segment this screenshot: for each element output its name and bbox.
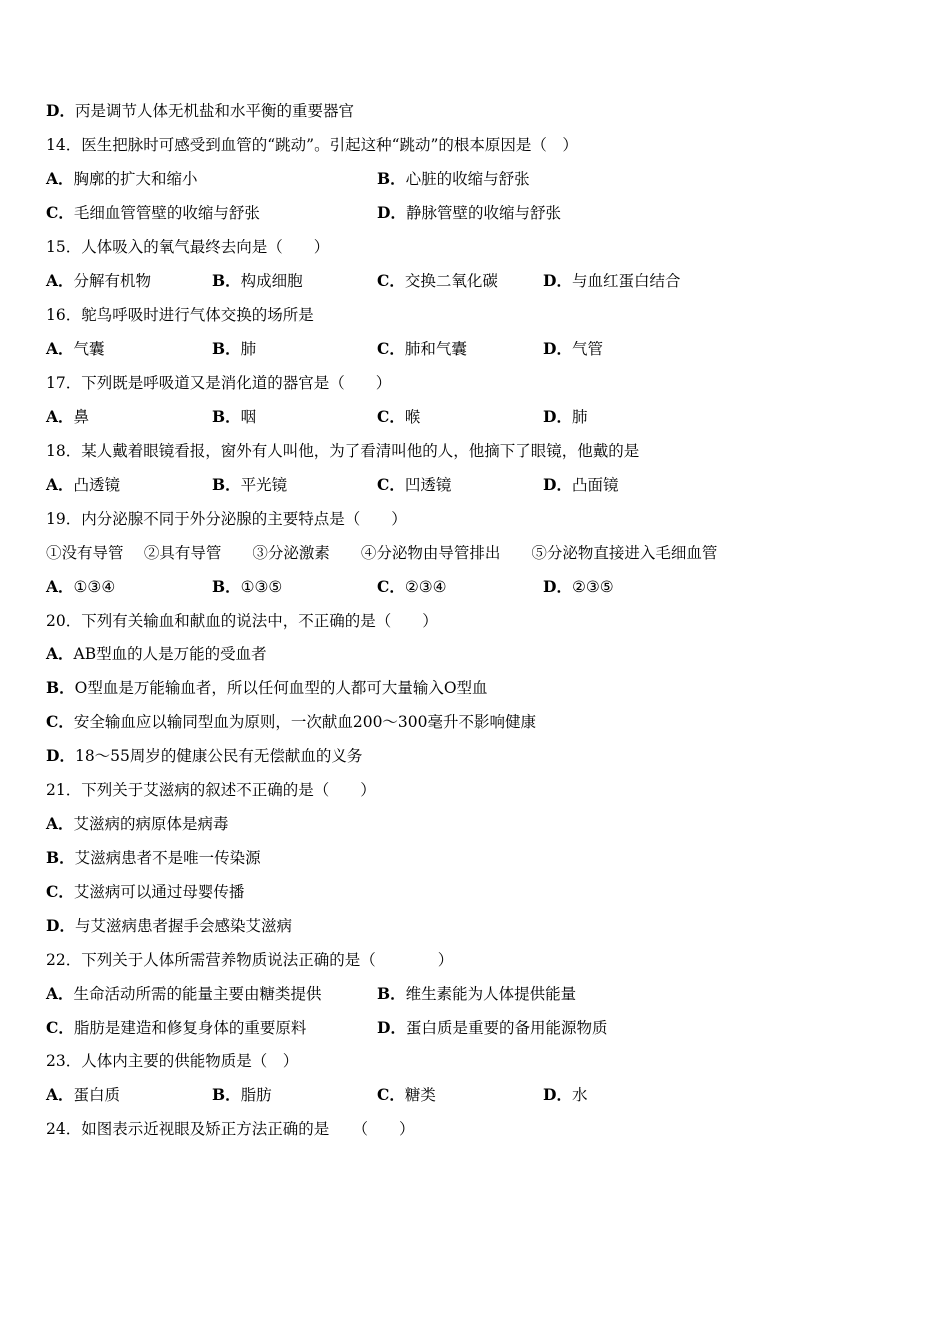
q15-options <box>46 270 906 292</box>
option-text: 肺 <box>240 340 257 358</box>
q23-option-d[interactable] <box>543 1084 587 1106</box>
q22-option-d[interactable] <box>377 1017 607 1039</box>
option-label: C． <box>377 407 405 426</box>
option-label: B． <box>377 984 406 1003</box>
option-label: A． <box>46 339 74 358</box>
option-text: 凹透镜 <box>404 476 452 494</box>
q13-option-d <box>46 100 354 122</box>
option-text: 平光镜 <box>240 476 288 494</box>
question-15: 15．人体吸入的氧气最终去向是（ ） <box>46 238 330 256</box>
question-21: 21．下列关于艾滋病的叙述不正确的是（ ） <box>46 781 376 799</box>
q18-options <box>46 474 906 496</box>
option-text: ①③⑤ <box>240 578 283 596</box>
q22-option-c[interactable] <box>46 1017 306 1039</box>
option-label: D． <box>46 746 75 765</box>
q17-options <box>46 406 906 428</box>
q23-option-a[interactable] <box>46 1084 120 1106</box>
q19-option-b[interactable] <box>212 576 282 598</box>
q17-option-d[interactable] <box>543 406 587 428</box>
option-label: C． <box>377 339 405 358</box>
q14-option-d[interactable] <box>377 202 561 224</box>
option-label: B． <box>212 407 241 426</box>
option-label: A． <box>46 271 74 290</box>
q20-option-d[interactable] <box>46 745 362 767</box>
option-label: D． <box>46 916 75 935</box>
q16-option-d[interactable] <box>543 338 603 360</box>
question-23: 23．人体内主要的供能物质是（ ） <box>46 1052 299 1070</box>
option-label: D． <box>543 1085 572 1104</box>
q15-option-d[interactable] <box>543 270 680 292</box>
option-label: A． <box>46 169 74 188</box>
q19-statements: ①没有导管 ②具有导管 ③分泌激素 ④分泌物由导管排出 ⑤分泌物直接进入毛细血管 <box>46 544 718 562</box>
option-text: 18～55周岁的健康公民有无偿献血的义务 <box>74 747 363 765</box>
option-label: D． <box>543 407 572 426</box>
option-text: 艾滋病可以通过母婴传播 <box>73 883 245 901</box>
option-label: A． <box>46 984 74 1003</box>
option-text: 与艾滋病患者握手会感染艾滋病 <box>74 917 292 935</box>
q14-options-row-1 <box>46 168 906 190</box>
q21-option-d[interactable] <box>46 915 292 937</box>
question-14: 14．医生把脉时可感受到血管的“跳动”。引起这种“跳动”的根本原因是（ ） <box>46 136 578 154</box>
option-text: 维生素能为人体提供能量 <box>405 985 577 1003</box>
q22-option-b[interactable] <box>377 983 576 1005</box>
option-text: 糖类 <box>404 1086 436 1104</box>
q20-option-b[interactable] <box>46 677 488 699</box>
q21-option-a[interactable] <box>46 813 229 835</box>
option-label: A． <box>46 814 74 833</box>
option-text: 喉 <box>404 408 421 426</box>
option-text: 水 <box>571 1086 588 1104</box>
option-text: 交换二氧化碳 <box>404 272 498 290</box>
q18-option-d[interactable] <box>543 474 618 496</box>
question-18: 18．某人戴着眼镜看报，窗外有人叫他，为了看清叫他的人，他摘下了眼镜，他戴的是 <box>46 442 640 460</box>
option-label: D． <box>46 101 75 120</box>
option-text: 与血红蛋白结合 <box>571 272 681 290</box>
option-text: AB型血的人是万能的受血者 <box>73 645 267 663</box>
option-text: 安全输血应以输同型血为原则，一次献血200～300毫升不影响健康 <box>73 713 537 731</box>
q17-option-c[interactable] <box>377 406 420 428</box>
option-label: D． <box>543 271 572 290</box>
option-text: 肺和气囊 <box>404 340 467 358</box>
q16-option-c[interactable] <box>377 338 467 360</box>
q14-option-a[interactable] <box>46 168 198 190</box>
option-label: C． <box>377 475 405 494</box>
option-label: B． <box>212 271 241 290</box>
question-16: 16．鸵鸟呼吸时进行气体交换的场所是 <box>46 306 314 324</box>
option-label: D． <box>543 339 572 358</box>
option-text: 构成细胞 <box>240 272 303 290</box>
q15-option-a[interactable] <box>46 270 151 292</box>
q21-option-c[interactable] <box>46 881 244 903</box>
q18-option-a[interactable] <box>46 474 120 496</box>
option-label: A． <box>46 475 74 494</box>
option-text: 凸透镜 <box>73 476 121 494</box>
option-label: C． <box>46 882 74 901</box>
q23-options <box>46 1084 906 1106</box>
option-label: C． <box>377 271 405 290</box>
question-22: 22．下列关于人体所需营养物质说法正确的是（ ） <box>46 951 454 969</box>
option-label: C． <box>46 1018 74 1037</box>
option-text: 脂肪是建造和修复身体的重要原料 <box>73 1019 307 1037</box>
q22-option-a[interactable] <box>46 983 322 1005</box>
option-label: C． <box>46 712 74 731</box>
option-label: C． <box>46 203 74 222</box>
q19-option-d[interactable] <box>543 576 614 598</box>
option-text: 心脏的收缩与舒张 <box>405 170 530 188</box>
option-label: C． <box>377 577 405 596</box>
q15-option-c[interactable] <box>377 270 498 292</box>
q14-options-row-2 <box>46 202 906 224</box>
q21-option-b[interactable] <box>46 847 261 869</box>
q17-option-b[interactable] <box>212 406 256 428</box>
option-text: 静脉管壁的收缩与舒张 <box>405 204 561 222</box>
q18-option-b[interactable] <box>212 474 287 496</box>
question-19: 19．内分泌腺不同于外分泌腺的主要特点是（ ） <box>46 510 407 528</box>
option-label: B． <box>46 678 75 697</box>
question-17: 17．下列既是呼吸道又是消化道的器官是（ ） <box>46 374 392 392</box>
option-text: 毛细血管管壁的收缩与舒张 <box>73 204 260 222</box>
option-label: A． <box>46 407 74 426</box>
q22-options-row-2 <box>46 1017 906 1039</box>
option-text: 脂肪 <box>240 1086 272 1104</box>
q15-option-b[interactable] <box>212 270 303 292</box>
option-text: 鼻 <box>73 408 90 426</box>
option-label: B． <box>377 169 406 188</box>
option-label: B． <box>212 475 241 494</box>
option-text: 艾滋病患者不是唯一传染源 <box>74 849 261 867</box>
option-text: 艾滋病的病原体是病毒 <box>73 815 229 833</box>
option-label: B． <box>212 339 241 358</box>
q23-option-b[interactable] <box>212 1084 272 1106</box>
q18-option-c[interactable] <box>377 474 451 496</box>
option-text: 肺 <box>571 408 588 426</box>
option-text: 蛋白质是重要的备用能源物质 <box>405 1019 608 1037</box>
option-text: 蛋白质 <box>73 1086 121 1104</box>
option-text: ②③④ <box>404 578 447 596</box>
option-text: 胸廓的扩大和缩小 <box>73 170 198 188</box>
option-text: O型血是万能输血者，所以任何血型的人都可大量输入O型血 <box>74 679 488 697</box>
option-text: 丙是调节人体无机盐和水平衡的重要器官 <box>74 102 354 120</box>
option-text: 气管 <box>571 340 603 358</box>
q23-option-c[interactable] <box>377 1084 436 1106</box>
q20-option-a[interactable] <box>46 643 267 665</box>
q20-option-c[interactable] <box>46 711 536 733</box>
q16-options <box>46 338 906 360</box>
option-label: D． <box>543 475 572 494</box>
option-label: A． <box>46 577 74 596</box>
option-label: D． <box>377 1018 406 1037</box>
question-20: 20．下列有关输血和献血的说法中，不正确的是（ ） <box>46 612 438 630</box>
q17-option-a[interactable] <box>46 406 89 428</box>
option-text: 气囊 <box>73 340 105 358</box>
q22-options-row-1 <box>46 983 906 1005</box>
q19-options <box>46 576 906 598</box>
option-text: 生命活动所需的能量主要由糖类提供 <box>73 985 322 1003</box>
question-24: 24．如图表示近视眼及矫正方法正确的是 （ ） <box>46 1120 415 1138</box>
q19-option-c[interactable] <box>377 576 447 598</box>
option-label: C． <box>377 1085 405 1104</box>
option-text: ①③④ <box>73 578 116 596</box>
option-text: 咽 <box>240 408 257 426</box>
option-label: B． <box>212 1085 241 1104</box>
option-label: D． <box>377 203 406 222</box>
q19-option-a[interactable] <box>46 576 115 598</box>
option-label: B． <box>46 848 75 867</box>
option-text: ②③⑤ <box>571 578 614 596</box>
option-label: A． <box>46 1085 74 1104</box>
option-text: 凸面镜 <box>571 476 619 494</box>
q14-option-b[interactable] <box>377 168 530 190</box>
option-text: 分解有机物 <box>73 272 152 290</box>
option-label: B． <box>212 577 241 596</box>
q16-option-a[interactable] <box>46 338 105 360</box>
option-label: D． <box>543 577 572 596</box>
q16-option-b[interactable] <box>212 338 256 360</box>
q14-option-c[interactable] <box>46 202 260 224</box>
option-label: A． <box>46 644 74 663</box>
